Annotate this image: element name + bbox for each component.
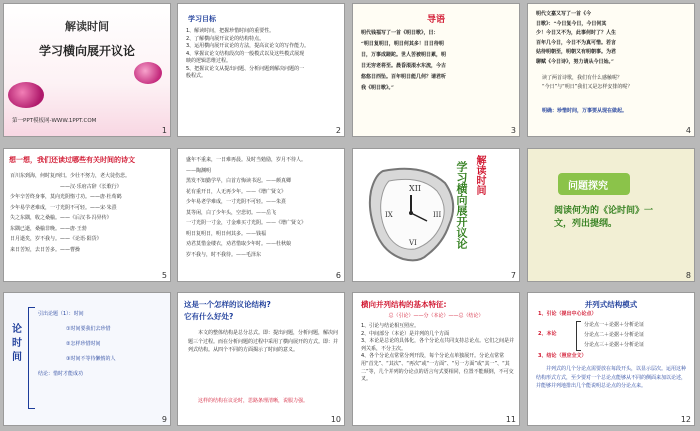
slide-4-thumbnail[interactable]: [527, 3, 695, 137]
goal-line: 1、解读时间，把握珍惜时间的重要性。: [186, 28, 275, 34]
slide-title: 这是一个怎样的议论结构?: [184, 300, 271, 309]
vertical-title: 论时间: [12, 324, 22, 363]
poem-line: 日歌》：“今日复今日，今日何其: [536, 20, 607, 27]
question-line: 读了两首诗歌，我们有什么感触呢？: [542, 75, 623, 81]
svg-text:VI: VI: [409, 239, 417, 247]
feature-line: 1、引论与结论相互照应。: [361, 323, 420, 329]
slide-number: 11: [505, 415, 516, 424]
poem-line: 百川东到海，何时复西归。少壮不努力，老大徒伤悲。: [10, 173, 131, 179]
slide-10-thumbnail[interactable]: [177, 292, 345, 426]
intro-line: 日无穷老将至。晨昏滚滚水东流，今古: [361, 63, 447, 69]
svg-text:III: III: [433, 211, 442, 219]
goal-line: 5、把握议论文从提出问题、分析问题到解决问题的一: [186, 65, 305, 72]
quote-line: 明日复明日，明日何其多。——钱福: [186, 230, 267, 237]
vertical-top-text: 解读时间: [474, 155, 485, 195]
quote-line: ——陶渊明: [186, 167, 212, 174]
slide-title: 问题探究: [568, 181, 608, 192]
slide-11-thumbnail[interactable]: [352, 292, 520, 426]
quote-line: 莫等闲，白了少年头，空悲切。——岳飞: [186, 209, 277, 216]
model-bracket: [576, 321, 581, 351]
slide-title: 想一想，我们还读过哪些有关时间的诗文: [9, 156, 135, 164]
quote-line: 岁不我与，时不我待。——毛泽东: [186, 251, 262, 258]
melting-clock-icon: [363, 163, 459, 267]
analysis-body: 本文的整体结构是总分总式。即：提出问题，分析问题，解决问题三个过程。而在分析问题的过程中采用了横向展开的方式。即：并列式结构。从四个不同的方面揭示了时间的意义。: [188, 330, 339, 353]
poem-line: 日月逝矣，岁不我与。——《论语·阳货》: [10, 236, 102, 242]
feature-line: 4、各个分论点常常分列开段，每个分论点单独展开。分论点常常用“首先”、“其次”、“再次”或“一方面”、“另一方面”或“其一”、“其二”等，几个并列的分论点的语言句式要相同，位置不能颠倒，不可交叉。: [361, 353, 514, 383]
model-points: [584, 320, 694, 350]
model-intro: 1、引论（提出中心论点）: [538, 311, 597, 317]
flower-decoration: [8, 82, 44, 108]
model-point: 分论点一＋论据＋分析论证: [584, 322, 645, 328]
poem-line: 姑待明朝至，明朝又有明朝事。为君: [536, 49, 617, 55]
outline-item: ③时间不等待懒惰的人: [66, 356, 116, 362]
goal-line: 4、掌握议论文结构段次的一般模式以及这些模式展现: [186, 50, 305, 57]
outline-item: ②怎样珍惜时间: [66, 341, 101, 347]
answer-text: 明确：珍惜时间，万事要从现在做起。: [542, 108, 628, 114]
slide-number: 4: [685, 126, 691, 135]
slide-number: 3: [510, 126, 516, 135]
outline-item: 结论：惜时才能成功: [38, 371, 84, 377]
slide-9-thumbnail[interactable]: [3, 292, 171, 426]
slide-1-thumbnail[interactable]: [3, 3, 171, 137]
slide-subtitle: 学习横向展开议论: [38, 44, 135, 58]
slide-number: 6: [335, 271, 341, 280]
feature-list: [361, 323, 515, 384]
svg-text:XII: XII: [409, 184, 422, 193]
poem-source: ——汉·乐府古辞《长歌行》: [60, 183, 122, 190]
question-body: 阅读何为的《论时间》一文，列出提纲。: [554, 206, 654, 229]
slide-title: 解读时间: [65, 20, 109, 33]
poem-text: [536, 10, 690, 67]
poem-line: 失之东隅，收之桑榆。——《后汉书·冯异传》: [10, 215, 112, 221]
feature-line: 3、本论是总论的具体化，各个分论点共同支持总论点。它们之间是并列关系，不分主次。: [361, 338, 515, 352]
slide-number: 9: [161, 415, 167, 424]
model-point: 分论点二＋论据＋分析论证: [584, 332, 645, 338]
model-conclusion: 3、结论（照应全文）: [538, 353, 587, 359]
goal-list: [186, 28, 338, 81]
poem-line: 明代文嘉又写了一首《今: [536, 11, 592, 17]
svg-text:IX: IX: [385, 211, 393, 219]
analysis-conclusion: 这样的结构在议论时，思路条理清晰，说服力强。: [198, 398, 309, 404]
slide-8-thumbnail[interactable]: [527, 148, 695, 282]
question-text: [542, 74, 692, 92]
slide-number: 2: [335, 126, 341, 135]
goal-line: 般程式。: [186, 73, 207, 79]
poem-line: 少！今日又不为，此事何时了？人生: [536, 30, 617, 36]
flower-decoration-right: [134, 62, 162, 84]
slide-number: 12: [680, 415, 691, 424]
poem-line: 少年易学老难成，一寸光阴不可轻。——宋·朱熹: [10, 204, 117, 211]
poem-line: 聊赋《今日诗》，努力请从今日始。”: [536, 58, 614, 65]
bracket: [28, 307, 35, 409]
vertical-side-text: 学习横向展开议论: [455, 161, 468, 249]
quote-line: 劝君莫惜金缕衣，劝君惜取少年时。——杜秋娘: [186, 241, 292, 247]
slide-2-thumbnail[interactable]: [177, 3, 345, 137]
goal-line: 2、了解横向展开议论的结构特点。: [186, 35, 265, 42]
structure-formula: 总（引论）——分（本论）——总（结论）: [388, 313, 484, 319]
slide-title: 横向并列结构的基本特征:: [361, 300, 447, 309]
slide-number: 10: [330, 415, 341, 424]
quote-line: 一寸光阴一寸金，寸金难买寸光阴。——《增广贤文》: [186, 220, 307, 226]
slide-footer: 第一PPT模板网-WWW.1PPT.COM: [12, 118, 97, 124]
slide-number: 5: [161, 271, 167, 280]
slide-subtitle: 它有什么好处?: [184, 312, 234, 321]
poem-line: 少年辛苦终身事，莫向光阴惰寸功。——唐·杜荀鹤: [10, 194, 122, 200]
goal-line: 3、运用横向展开议论的方法，提高议论文的写作能力。: [186, 43, 310, 49]
intro-line: 悠悠日西坠。百年明日能几何？请君听: [361, 74, 447, 80]
poem-line: 百年几今日，今日不为真可惜。若言: [536, 39, 617, 46]
goal-line: 映的逻辑思维过程。: [186, 58, 232, 64]
slide-title: 学习目标: [188, 15, 216, 23]
quote-list: [186, 155, 340, 260]
slide-number: 7: [510, 271, 516, 280]
slide-3-thumbnail[interactable]: [352, 3, 520, 137]
feature-line: 2、中间部分（本论）是并列的几个方面: [361, 330, 450, 337]
poem-line: 来日苦短，去日苦多。——曹操: [10, 246, 81, 253]
slide-5-thumbnail[interactable]: [3, 148, 171, 282]
intro-line: 明代钱福写了一首《明日歌》，曰：: [361, 30, 439, 36]
intro-line: “明日复明日，明日何其多！日日待明: [361, 41, 444, 47]
slide-number: 1: [161, 126, 167, 135]
slide-7-thumbnail[interactable]: [352, 148, 520, 282]
model-body-label: 2、本论: [538, 331, 557, 337]
quote-line: 黑发不知勤学早，白首方悔读书迟。——颜真卿: [186, 178, 292, 184]
model-note: 并列式的几个分论点需要放在每段开头，以显示层次。运用这种结构形式方式，至少要对一个总论点能够从不同的侧面来加以论述，并能够并列地排出几个能说明总论点的分论点来。: [536, 366, 687, 390]
outline-item: ①时间要我们去珍惜: [66, 326, 111, 332]
model-point: 分论点三＋论据＋分析论证: [584, 342, 645, 348]
quote-line: 花有重开日，人无再少年。——《增广贤文》: [186, 188, 287, 195]
slide-title: 导语: [426, 15, 445, 25]
poem-line: 东隅已逝，桑榆非晚。——唐·王勃: [10, 225, 87, 232]
question-line: “今日”与“明日”我们又是怎样安排的呢？: [542, 84, 633, 90]
intro-text: [361, 28, 515, 94]
quote-line: 盛年不重来，一日难再晨。及时当勉励，岁月不待人。: [186, 157, 307, 163]
slide-title: 并列式结构模式: [584, 300, 638, 309]
outline-list: [38, 307, 166, 382]
slide-6-thumbnail[interactable]: [177, 148, 345, 282]
quote-line: 少年易老学难成，一寸光阴不可轻。——朱熹: [186, 199, 287, 205]
intro-line: 日，万事成蹉跎。世人苦被明日累，明: [361, 52, 447, 58]
intro-line: 我《明日歌》。”: [361, 85, 394, 91]
poem-list: [10, 171, 168, 255]
slide-12-thumbnail[interactable]: [527, 292, 695, 426]
outline-item: 引出论题（1）：时间: [38, 311, 84, 317]
slide-number: 8: [685, 271, 691, 280]
